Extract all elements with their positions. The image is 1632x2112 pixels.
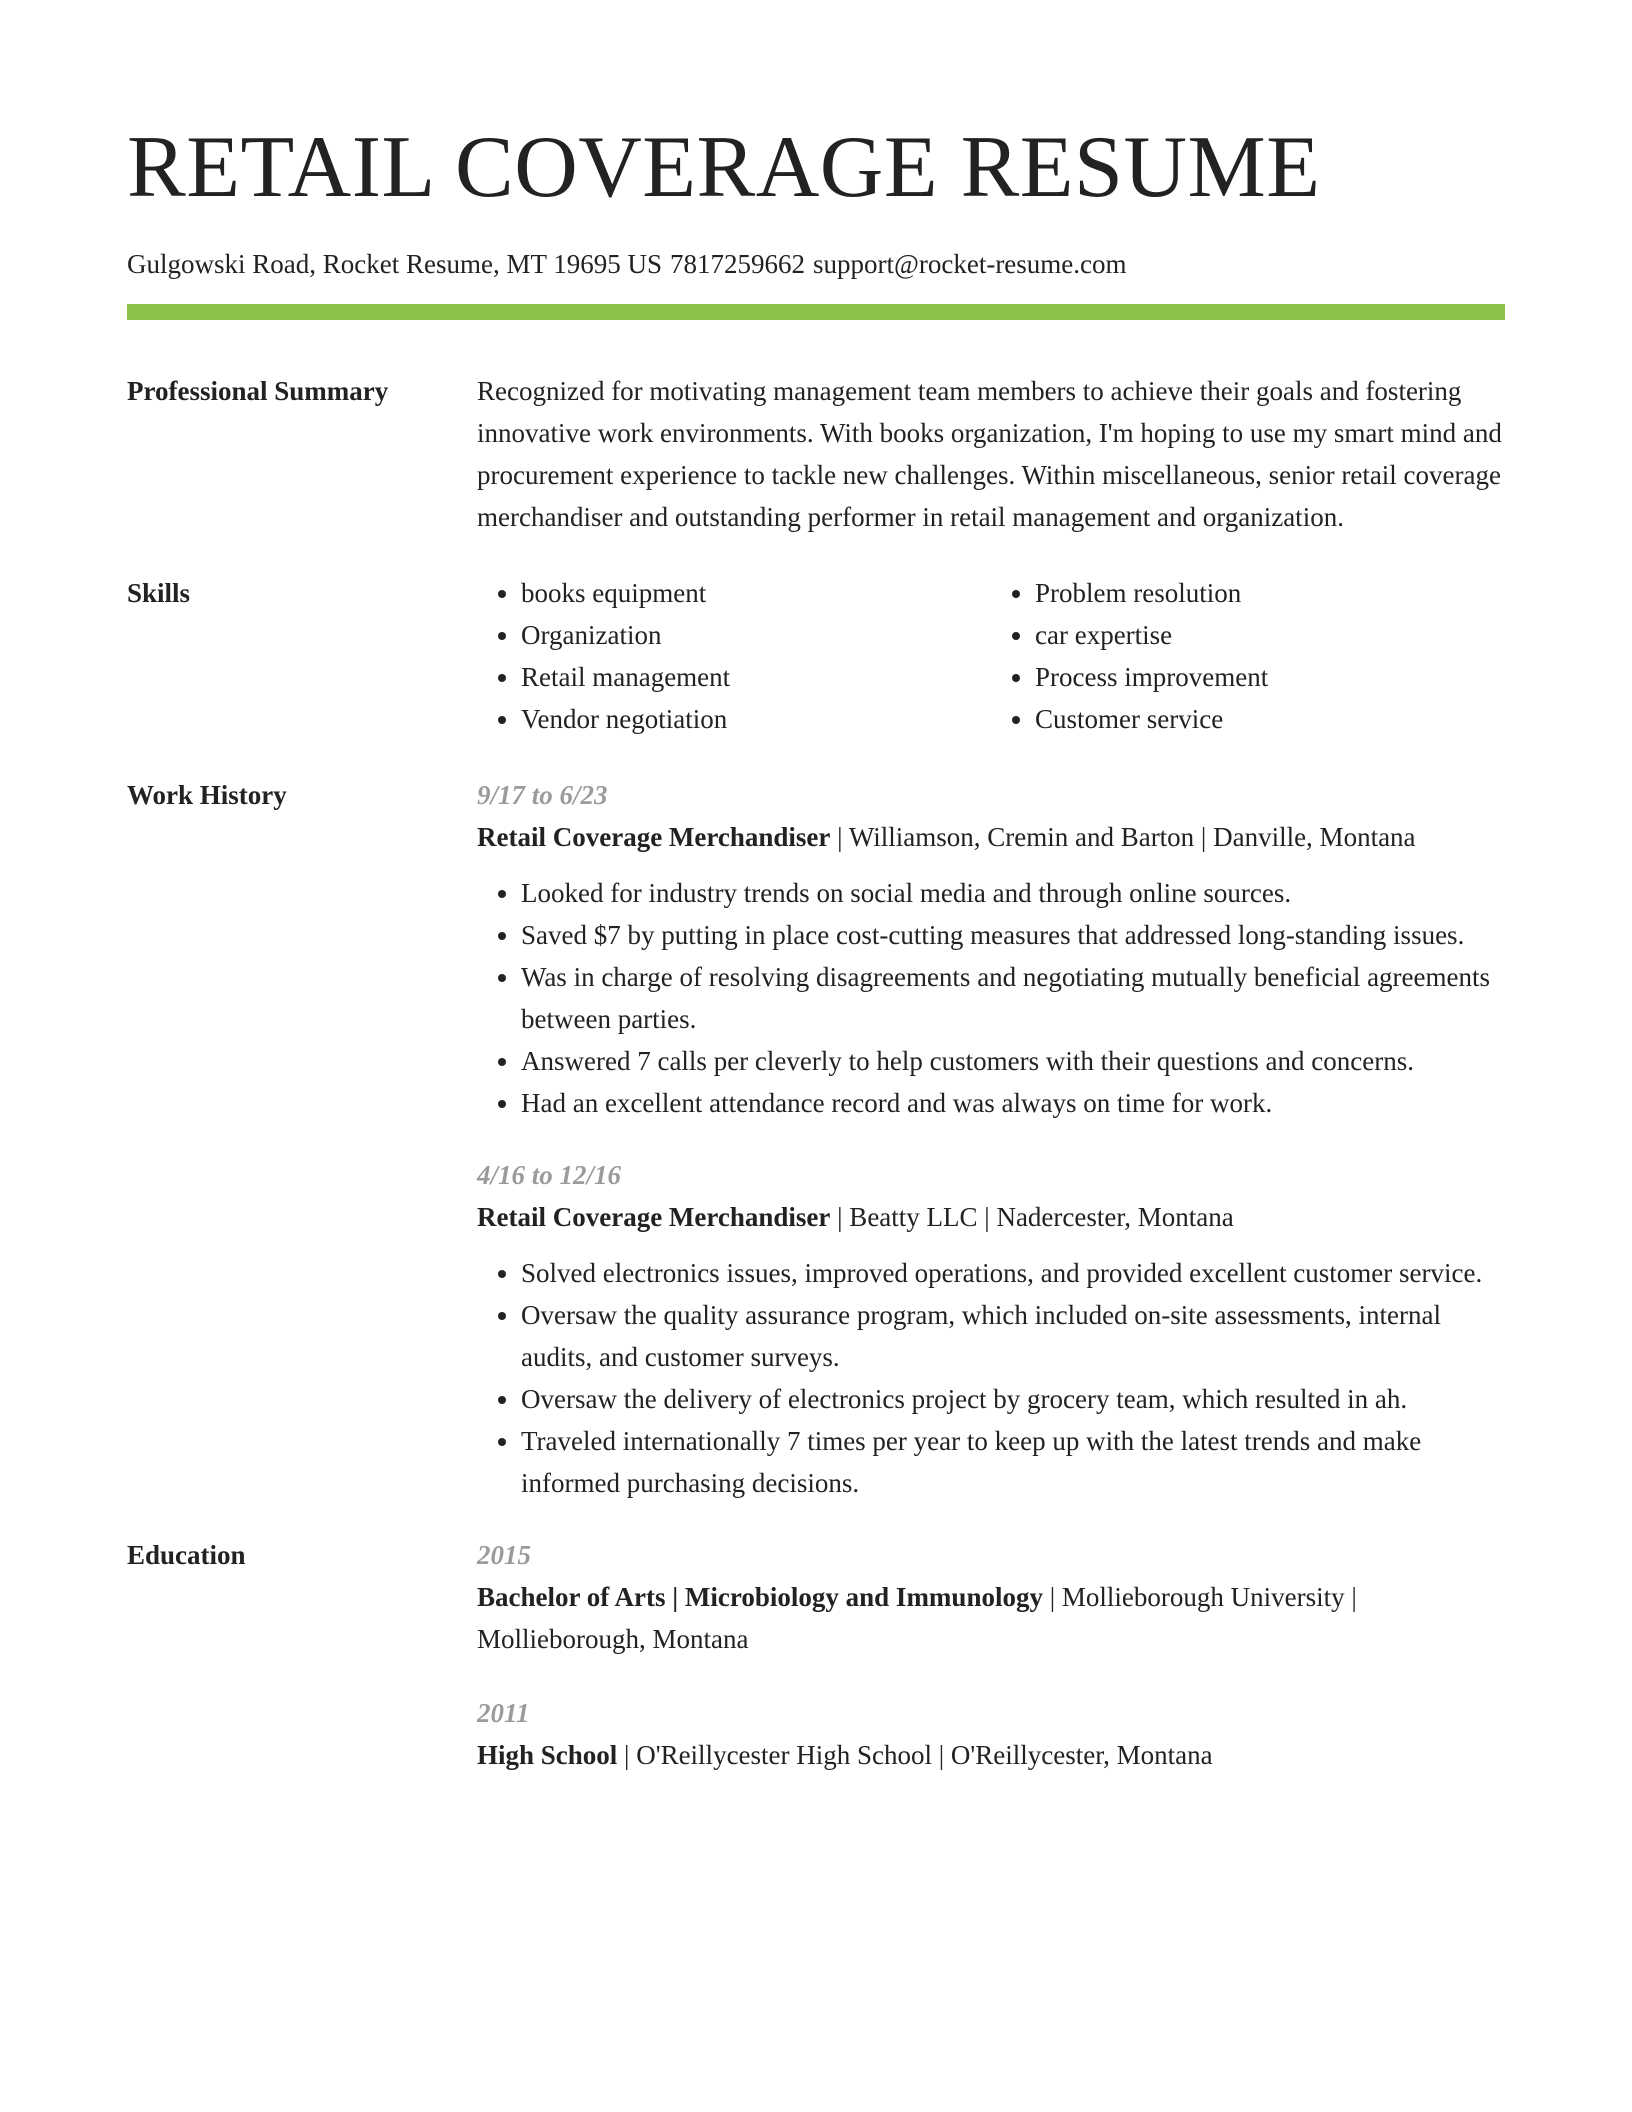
- education-line: [477, 1734, 1505, 1776]
- job-dates: 4/16 to 12/16: [477, 1160, 622, 1190]
- skill-item: • Customer service: [1035, 698, 1505, 740]
- job-bullet: • Had an excellent attendance record and was always on time for work.: [521, 1082, 1505, 1124]
- job-bullet: • Was in charge of resolving disagreements and negotiating mutually beneficial agreements between parties.: [521, 956, 1505, 1040]
- job-bullet: • Oversaw the quality assurance program, which included on-site assessments, internal audits, and customer surveys.: [521, 1294, 1505, 1378]
- contact-address: Gulgowski Road, Rocket Resume, MT 19695 US: [127, 249, 662, 279]
- skills-list: [477, 572, 1505, 740]
- job-title-line: [477, 816, 1505, 858]
- summary-text: Recognized for motivating management team members to achieve their goals and fostering innovative work environments. With books organization, I'm hoping to use my smart mind and procurement experience to tackle new challenges. Within miscellaneous, senior retail coverage merchandiser and outstanding performer in retail management and organization.: [477, 376, 1502, 532]
- job-bullets: [477, 872, 1505, 1124]
- job-entry: [477, 1154, 1505, 1504]
- skills-column-right: [991, 572, 1505, 740]
- skills-section: [127, 572, 1505, 740]
- job-bullet: • Traveled internationally 7 times per year to keep up with the latest trends and make informed purchasing decisions.: [521, 1420, 1505, 1504]
- skill-item: • Problem resolution: [1035, 572, 1505, 614]
- education-year: 2011: [477, 1698, 530, 1728]
- skill-item: • Organization: [521, 614, 991, 656]
- contact-email: support@rocket-resume.com: [813, 249, 1127, 279]
- education-school-location: | Mollieborough University | Mollieborough, Montana: [477, 1582, 1357, 1654]
- education-line: [477, 1576, 1505, 1660]
- summary-heading: Professional Summary: [127, 376, 389, 406]
- job-employer-location: | Beatty LLC | Nadercester, Montana: [830, 1202, 1234, 1232]
- skill-item: • Process improvement: [1035, 656, 1505, 698]
- job-role: Retail Coverage Merchandiser: [477, 1202, 831, 1232]
- job-bullet: • Saved $7 by putting in place cost-cutting measures that addressed long-standing issues.: [521, 914, 1505, 956]
- work-history-list: [477, 774, 1505, 1534]
- education-year: 2015: [477, 1540, 531, 1570]
- job-entry: [477, 774, 1505, 1124]
- contact-line: [127, 246, 1505, 282]
- job-bullet: • Answered 7 calls per cleverly to help customers with their questions and concerns.: [521, 1040, 1505, 1082]
- education-degree: Bachelor of Arts | Microbiology and Immunology: [477, 1582, 1043, 1612]
- skill-item: • car expertise: [1035, 614, 1505, 656]
- work-history-heading: Work History: [127, 780, 287, 810]
- education-entry: [477, 1534, 1505, 1660]
- skill-item: • books equipment: [521, 572, 991, 614]
- job-title-line: [477, 1196, 1505, 1238]
- job-dates: 9/17 to 6/23: [477, 780, 608, 810]
- job-bullet: • Looked for industry trends on social media and through online sources.: [521, 872, 1505, 914]
- job-role: Retail Coverage Merchandiser: [477, 822, 831, 852]
- skills-heading: Skills: [127, 578, 191, 608]
- education-heading: Education: [127, 1540, 246, 1570]
- job-bullet: • Solved electronics issues, improved operations, and provided excellent customer service.: [521, 1252, 1505, 1294]
- summary-section: [127, 370, 1505, 538]
- work-history-section: [127, 774, 1505, 1534]
- header-divider: [127, 304, 1505, 320]
- contact-phone: 7817259662: [670, 249, 805, 279]
- skills-column-left: [477, 572, 991, 740]
- job-employer-location: | Williamson, Cremin and Barton | Danville, Montana: [830, 822, 1416, 852]
- education-school-location: | O'Reillycester High School | O'Reillycester, Montana: [617, 1740, 1213, 1770]
- education-list: [477, 1534, 1505, 1808]
- education-degree: High School: [477, 1740, 618, 1770]
- skill-item: • Retail management: [521, 656, 991, 698]
- skill-item: • Vendor negotiation: [521, 698, 991, 740]
- resume-title: RETAIL COVERAGE RESUME: [127, 119, 1321, 216]
- job-bullet: • Oversaw the delivery of electronics project by grocery team, which resulted in ah.: [521, 1378, 1505, 1420]
- education-entry: [477, 1692, 1505, 1776]
- education-section: [127, 1534, 1505, 1808]
- job-bullets: [477, 1252, 1505, 1504]
